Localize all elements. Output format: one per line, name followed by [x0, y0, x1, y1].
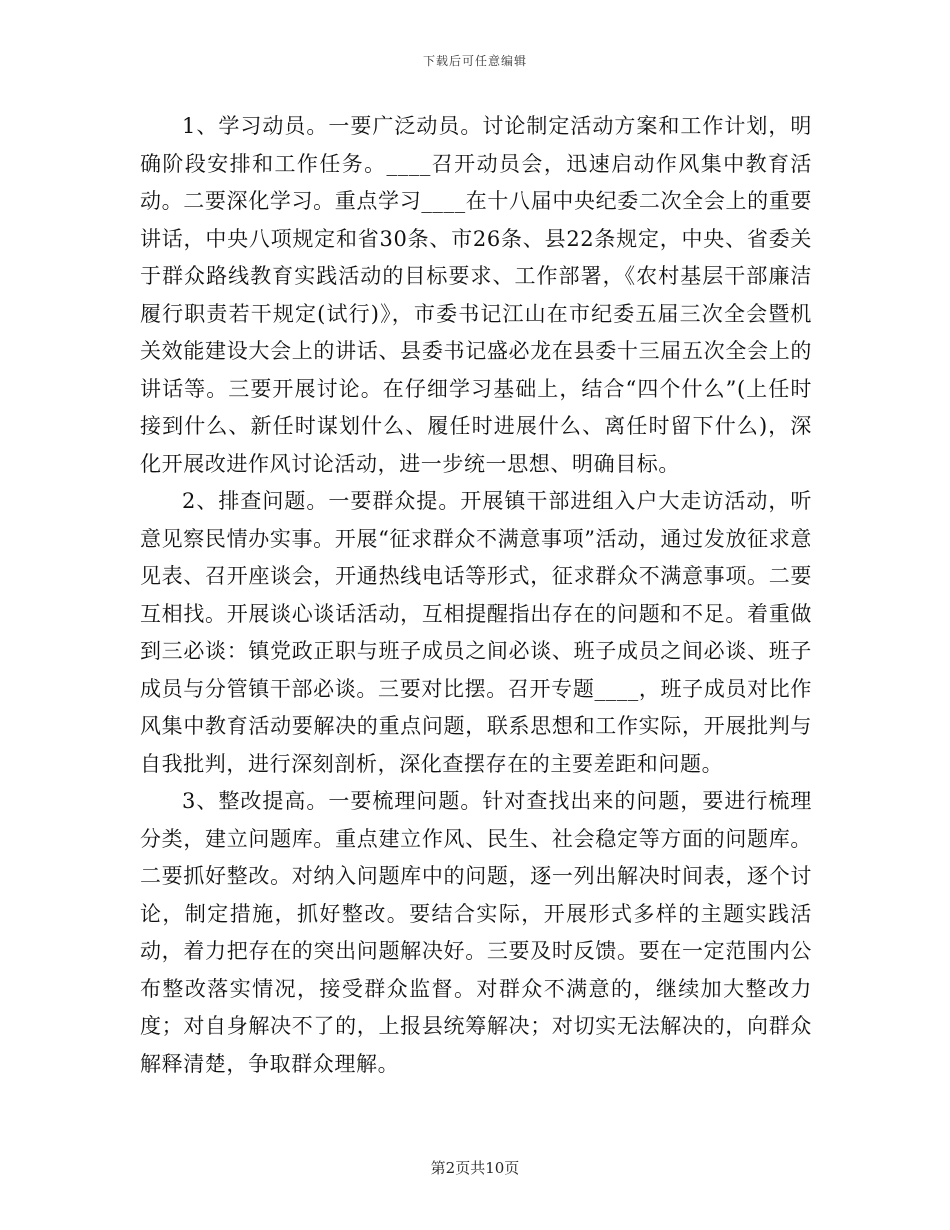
- paragraph-rectify-improve: 3、整改提高。一要梳理问题。针对查找出来的问题，要进行梳理分类，建立问题库。重点建立作风、民生、社会稳定等方面的问题库。二要抓好整改。对纳入问题库中的问题，逐一列出解决时间表，逐个讨论，制定措施，抓好整改。要结合实际，开展形式多样的主题实践活动，着力把存在的突出问题解决好。三要及时反馈。要在一定范围内公布整改落实情况，接受群众监督。对群众不满意的，继续加大整改力度；对自身解决不了的，上报县统筹解决；对切实无法解决的，向群众解释清楚，争取群众理解。: [140, 789, 812, 1076]
- paragraph-study-mobilization: 1、学习动员。一要广泛动员。讨论制定活动方案和工作计划，明确阶段安排和工作任务。____召开动员会，迅速启动作风集中教育活动。二要深化学习。重点学习____在十八届中央纪委二次全会上的重要讲话，中央八项规定和省30条、市26条、县22条规定，中央、省委关于群众路线教育实践活动的目标要求、工作部署，《农村基层干部廉洁履行职责若干规定(试行)》，市委书记江山在市纪委五届三次全会暨机关效能建设大会上的讲话、县委书记盛必龙在县委十三届五次全会上的讲话等。三要开展讨论。在仔细学习基础上，结合“四个什么”(上任时接到什么、新任时谋划什么、履任时进展什么、离任时留下什么)，深化开展改进作风讨论活动，进一步统一思想、明确目标。: [140, 114, 812, 476]
- page-indicator: 第2页共10页: [430, 1159, 520, 1177]
- paragraph-investigate-problems: 2、排查问题。一要群众提。开展镇干部进组入户大走访活动，听意见察民情办实事。开展“征求群众不满意事项”活动，通过发放征求意见表、召开座谈会，开通热线电话等形式，征求群众不满意事项。二要互相找。开展谈心谈话活动，互相提醒指出存在的问题和不足。着重做到三必谈：镇党政正职与班子成员之间必谈、班子成员之间必谈、班子成员与分管镇干部必谈。三要对比摆。召开专题____，班子成员对比作风集中教育活动要解决的重点问题，联系思想和工作实际，开展批判与自我批判，进行深刻剖析，深化查摆存在的主要差距和问题。: [140, 489, 812, 776]
- header-note: 下载后可任意编辑: [422, 54, 527, 68]
- document-body: [140, 108, 812, 1083]
